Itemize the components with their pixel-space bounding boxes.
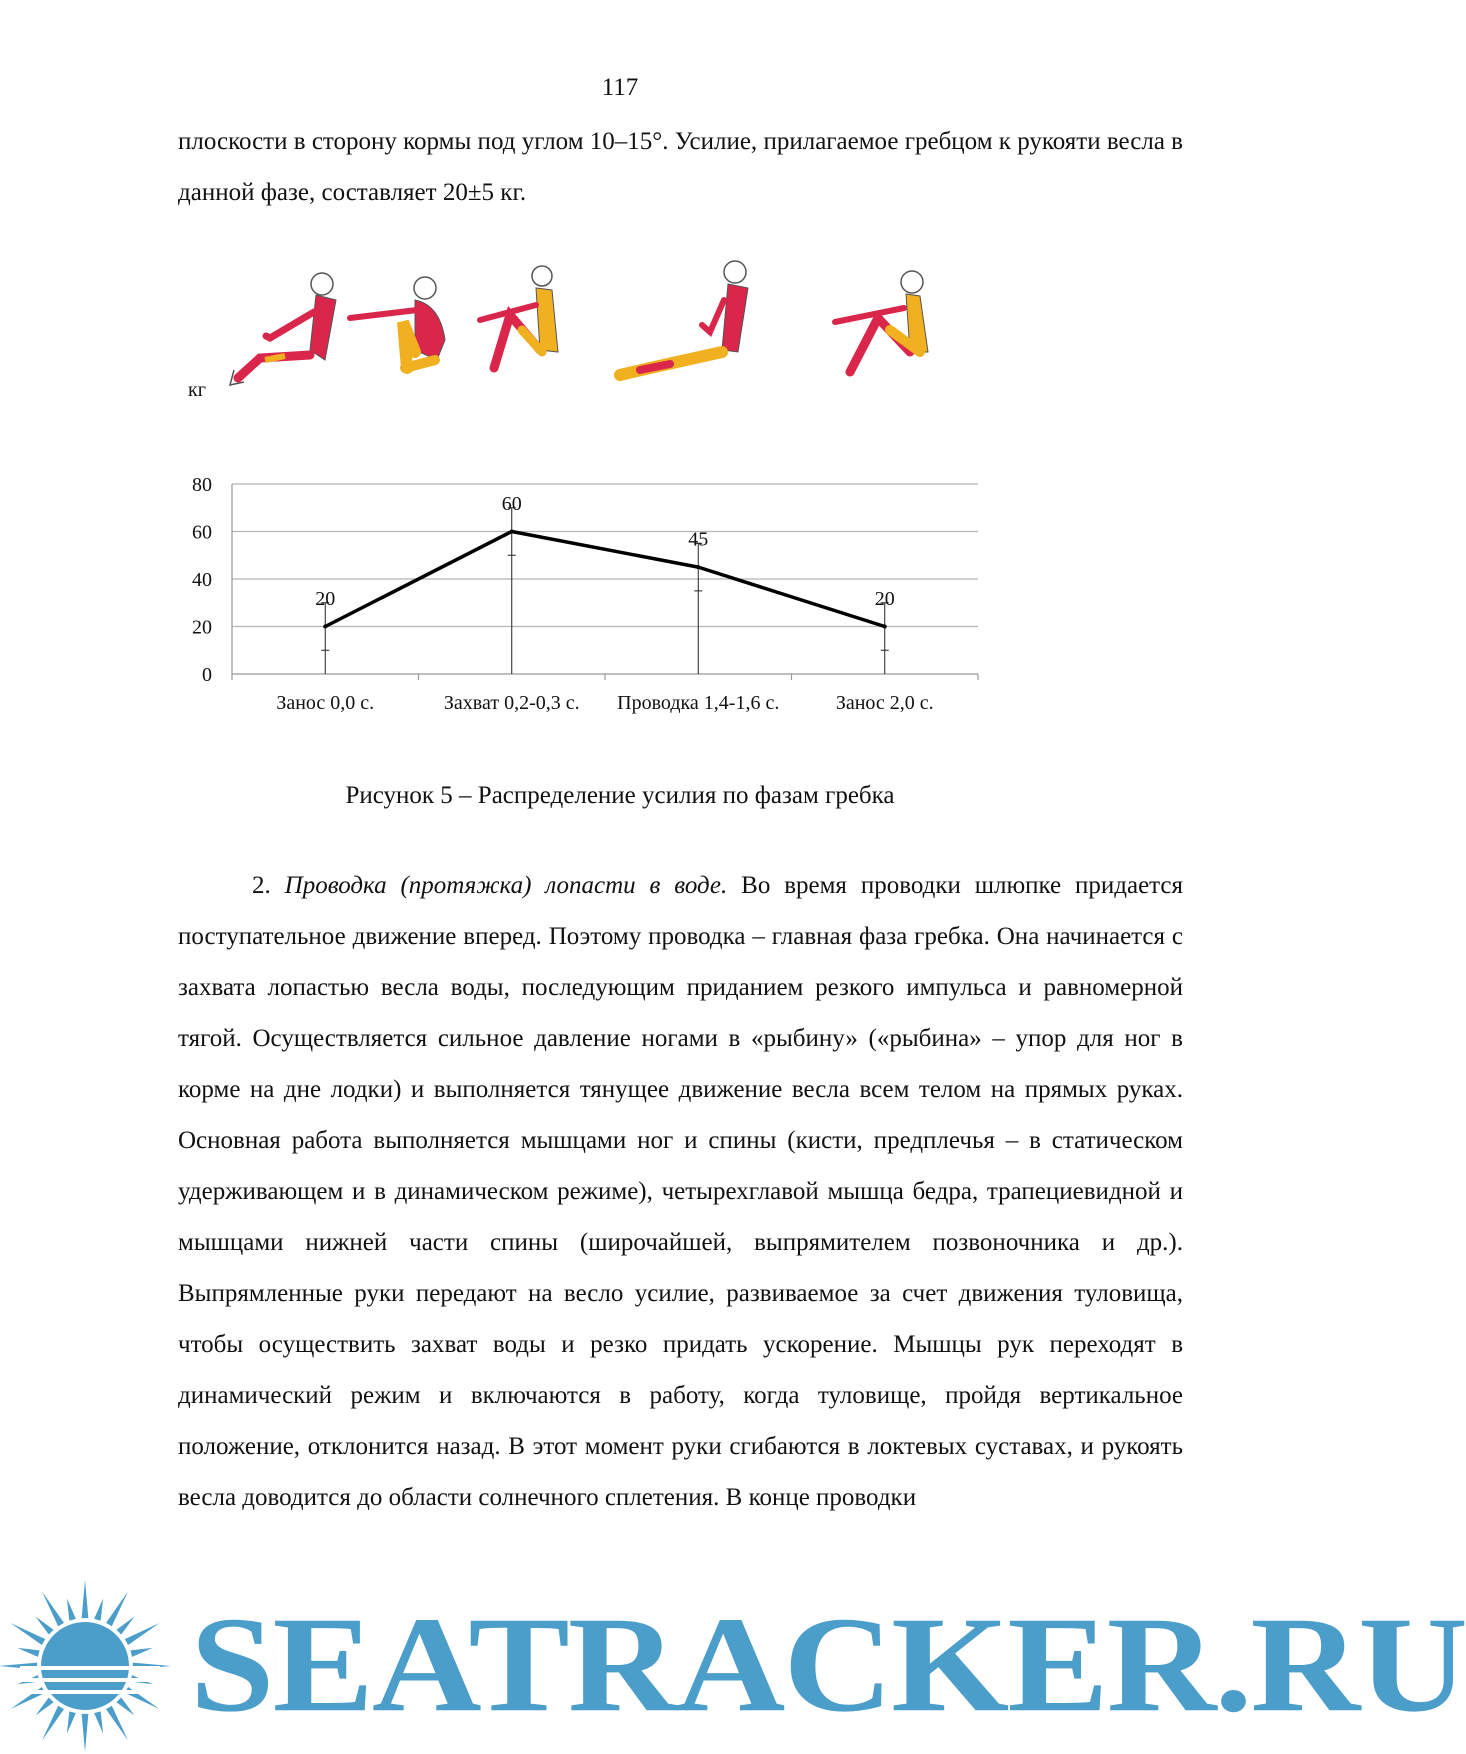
y-tick-label: 20 — [192, 616, 212, 639]
data-label: 60 — [501, 492, 522, 515]
sun-ray — [106, 1592, 128, 1627]
force-line-chart — [170, 340, 1130, 760]
section-number: 2. — [252, 872, 285, 899]
sun-ray — [42, 1592, 64, 1627]
section-heading-italic: Проводка (протяжка) лопасти в воде. — [284, 872, 728, 899]
x-tick-label: Захват 0,2-0,3 с. — [443, 692, 580, 714]
page-number: 117 — [601, 74, 639, 101]
y-axis-label: кг — [188, 379, 206, 401]
data-point — [323, 625, 327, 629]
sun-ray — [82, 1580, 89, 1618]
sun-ray — [67, 1711, 76, 1733]
data-point — [883, 625, 887, 629]
data-label: 20 — [874, 587, 895, 610]
data-point — [696, 565, 700, 569]
figure-force-distribution — [170, 260, 1130, 760]
sun-ray — [116, 1697, 134, 1715]
sun-ray — [42, 1706, 64, 1741]
sun-ray — [36, 1617, 54, 1635]
sun-ray — [125, 1623, 160, 1645]
sun-ray — [17, 1648, 39, 1657]
x-tick-label: Проводка 1,4-1,6 с. — [617, 692, 780, 714]
sun-ray — [106, 1706, 128, 1741]
sun-ray — [36, 1697, 54, 1715]
y-tick-label: 60 — [192, 521, 212, 544]
top-paragraph: плоскости в сторону кормы под углом 10–15°. Усилие, прилагаемое гребцом к рукояти весла в данной фазе, составляет 20±5 кг. — [178, 128, 1183, 206]
y-tick-label: 80 — [192, 474, 212, 496]
y-tick-label: 0 — [202, 664, 212, 686]
main-paragraph — [178, 860, 1183, 1523]
x-tick-label: Занос 0,0 с. — [276, 692, 375, 714]
data-label: 20 — [315, 587, 336, 610]
sun-ray — [94, 1598, 103, 1620]
main-paragraph-body: Во время проводки шлюпке придается поступательное движение вперед. Поэтому проводка – главная фаза гребка. Она начинается с захвата лопастью весла воды, последующим приданием резкого импульса и равномерной тягой. Осуществляется сильное давление ногами в «рыбину» («рыбина» – упор для ног в корме на дне лодки) и выполняется тянущее движение весла всем телом на прямых руках. Основная работа выполняется мышцами ног и спины (кисти, предплечья – в статическом удерживающем и в динамическом режиме), четырехглавой мышца бедра, трапециевидной и мышцами нижней части спины (широчайшей, выпрямителем позвоночника и др.). Выпрямленные руки передают на весло усилие, развиваемое за счет движения туловища, чтобы осуществить захват воды и резко придать ускорение. Мышцы рук переходят в динамический режим и включаются в работу, когда туловище, пройдя вертикальное положение, отклонится назад. В этот момент руки сгибаются в локтевых суставах, и рукоять весла доводится до области солнечного сплетения. В конце проводки — [178, 872, 1184, 1511]
watermark-text: SEATRACKER.RU — [190, 1588, 1466, 1740]
data-point — [510, 530, 514, 534]
y-tick-label: 40 — [192, 569, 212, 591]
sun-ray — [130, 1648, 152, 1657]
sun-ray — [94, 1711, 103, 1733]
figure-caption: Рисунок 5 – Распределение усилия по фазам гребка — [345, 782, 895, 809]
sun-ray — [116, 1617, 134, 1635]
sun-ray — [11, 1623, 46, 1645]
sun-ray — [67, 1598, 76, 1620]
sun-ray — [82, 1714, 89, 1752]
x-tick-label: Занос 2,0 с. — [835, 692, 934, 714]
data-label: 45 — [688, 528, 709, 551]
